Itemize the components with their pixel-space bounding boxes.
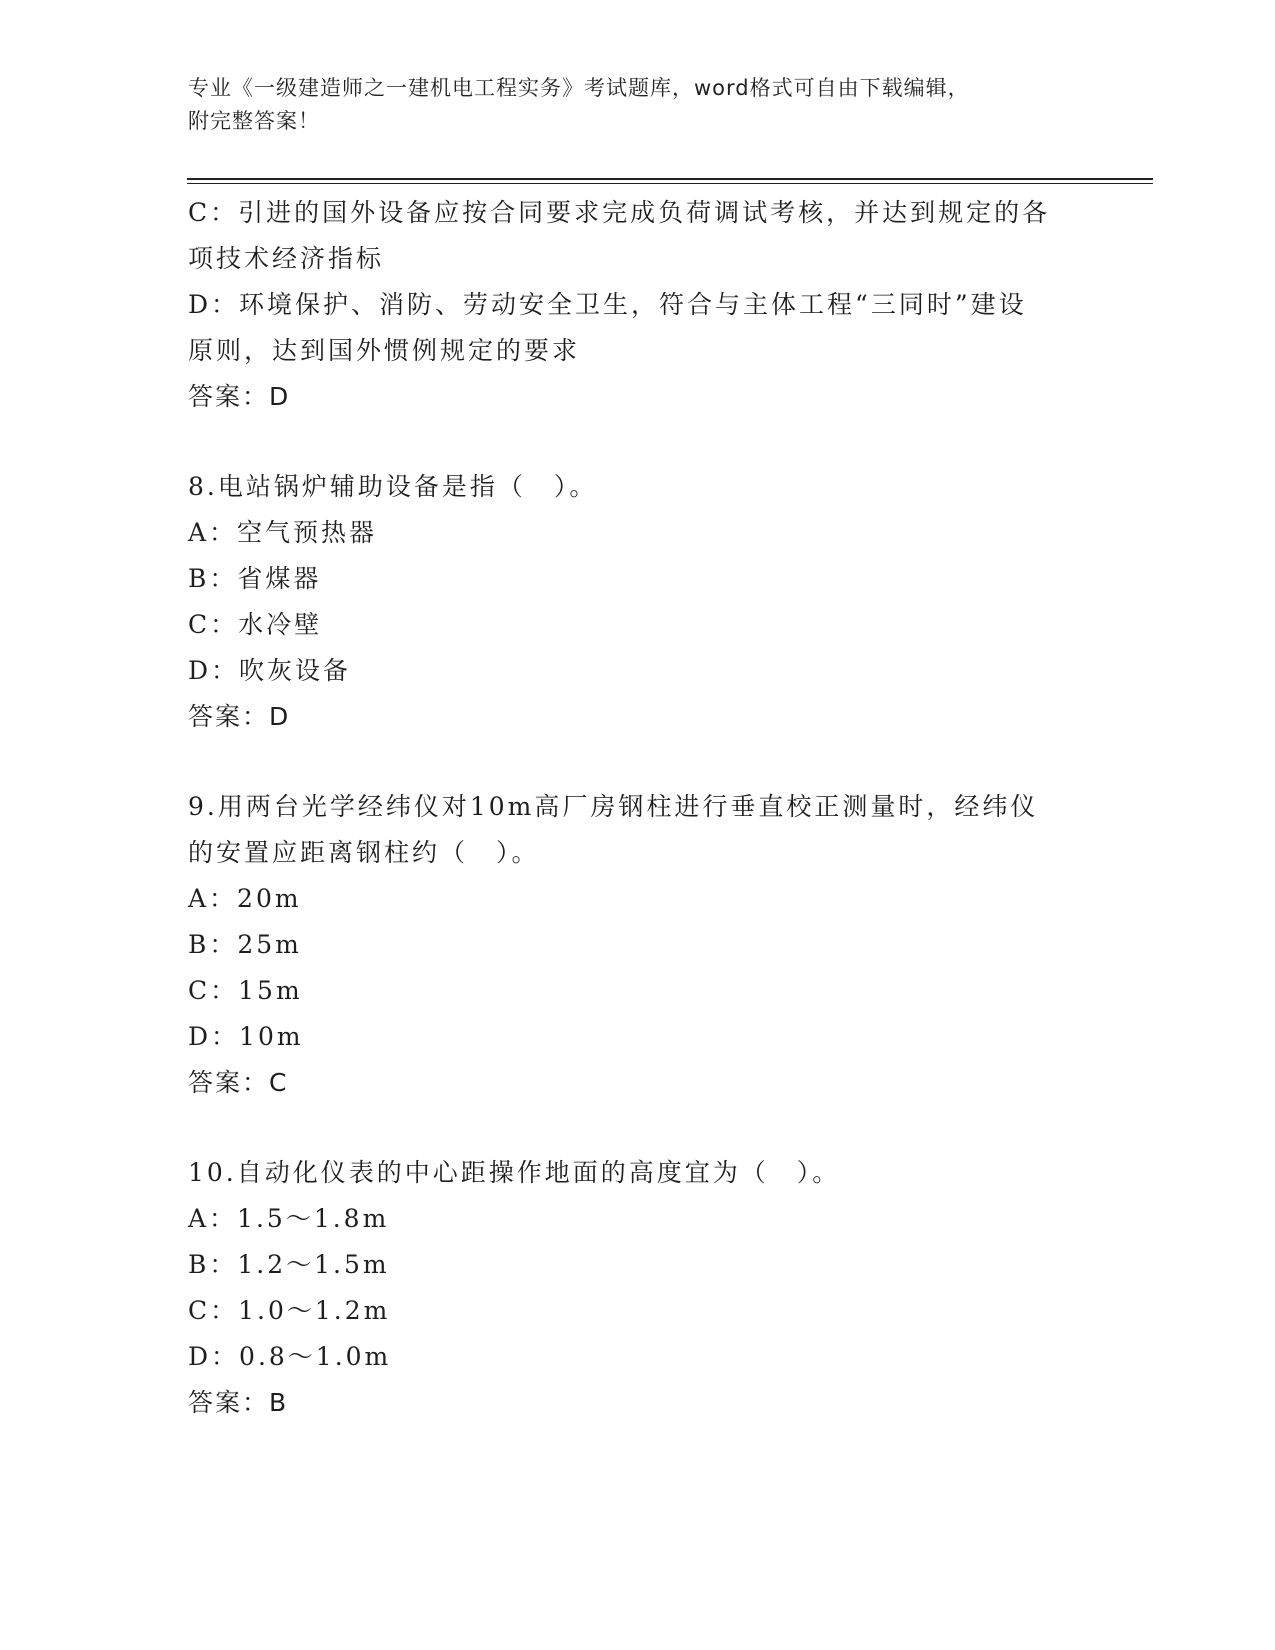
answer: 答案：B bbox=[188, 1388, 289, 1417]
option-c: C：水冷壁 bbox=[188, 610, 323, 639]
option-b: B：省煤器 bbox=[188, 564, 322, 593]
option-d: D：10m bbox=[188, 1022, 304, 1051]
question-9 bbox=[188, 784, 1088, 1106]
question-10 bbox=[188, 1150, 1088, 1426]
option-c: C：15m bbox=[188, 976, 303, 1005]
question-stem: 8.电站锅炉辅助设备是指（ ）。 bbox=[188, 472, 598, 501]
header-line-1: 专业《一级建造师之一建机电工程实务》考试题库，word格式可自由下载编辑， bbox=[188, 76, 970, 100]
option-a: A：20m bbox=[188, 884, 302, 913]
question-stem-line-1: 9.用两台光学经纬仪对10m高厂房钢柱进行垂直校正测量时，经纬仪 bbox=[188, 792, 1039, 821]
answer: 答案：D bbox=[188, 382, 291, 411]
option-d: D：吹灰设备 bbox=[188, 656, 352, 685]
answer: 答案：D bbox=[188, 702, 291, 731]
option-d-line-2: 原则，达到国外惯例规定的要求 bbox=[188, 336, 581, 365]
previous-question-continuation bbox=[188, 190, 1088, 420]
question-stem-line-2: 的安置应距离钢柱约（ ）。 bbox=[188, 838, 540, 867]
option-a: A：1.5～1.8m bbox=[188, 1204, 390, 1233]
option-b: B：25m bbox=[188, 930, 302, 959]
option-c: C：1.0～1.2m bbox=[188, 1296, 391, 1325]
question-list bbox=[188, 190, 1088, 1426]
header-line-2: 附完整答案！ bbox=[188, 109, 320, 133]
option-d-line-1: D：环境保护、消防、劳动安全卫生，符合与主体工程“三同时”建设 bbox=[188, 290, 1027, 319]
option-c-line-2: 项技术经济指标 bbox=[188, 244, 385, 273]
header-divider-thick bbox=[187, 178, 1153, 180]
header-divider-thin bbox=[187, 183, 1153, 184]
answer: 答案：C bbox=[188, 1068, 289, 1097]
option-a: A：空气预热器 bbox=[188, 518, 378, 547]
option-c-line-1: C：引进的国外设备应按合同要求完成负荷调试考核，并达到规定的各 bbox=[188, 198, 1051, 227]
option-d: D：0.8～1.0m bbox=[188, 1342, 392, 1371]
question-8 bbox=[188, 464, 1088, 740]
document-header bbox=[188, 72, 1088, 138]
question-stem: 10.自动化仪表的中心距操作地面的高度宜为（ ）。 bbox=[188, 1158, 841, 1187]
option-b: B：1.2～1.5m bbox=[188, 1250, 390, 1279]
